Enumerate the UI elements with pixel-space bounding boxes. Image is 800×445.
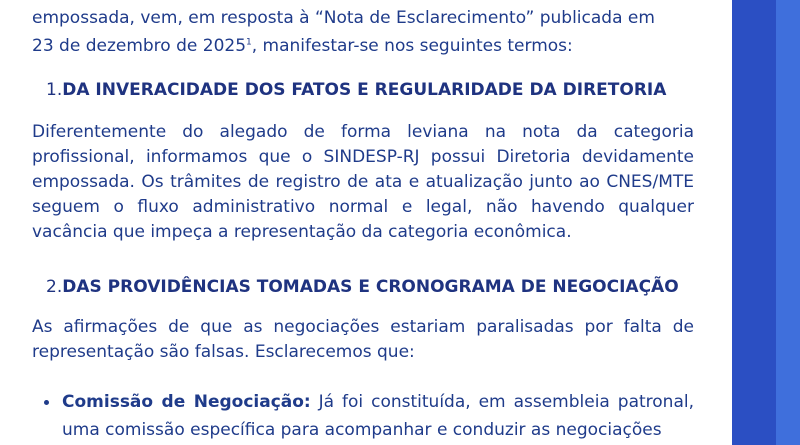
section-2-number: 2. xyxy=(46,277,63,297)
decorative-side-band xyxy=(732,0,800,445)
intro-line-1: empossada, vem, em resposta à “Nota de Esclarecimento” publicada em xyxy=(32,8,655,28)
bullet-body: Já foi constituída, em assembleia patronal, uma comissão específica para acompanhar e conduzir as negociações xyxy=(62,392,694,440)
section-1-title: DA INVERACIDADE DOS FATOS E REGULARIDADE DA DIRETORIA xyxy=(62,80,667,100)
section-2-body: As afirmações de que as negociações estariam paralisadas por falta de representação são falsas. Esclarecemos que: xyxy=(32,317,694,362)
section-1-number: 1. xyxy=(46,80,63,100)
footnote-marker: 1 xyxy=(246,37,252,48)
intro-closing-text: , manifestar-se nos seguintes termos: xyxy=(251,36,573,56)
section-1-paragraph xyxy=(32,120,694,245)
bullet-icon xyxy=(44,400,49,405)
section-2-paragraph xyxy=(32,315,694,365)
section-2-title: DAS PROVIDÊNCIAS TOMADAS E CRONOGRAMA DE NEGOCIAÇÃO xyxy=(62,277,679,297)
list-item xyxy=(32,388,694,444)
section-1-heading xyxy=(46,79,666,101)
section-2-heading xyxy=(46,276,679,298)
intro-line-2 xyxy=(32,32,694,60)
intro-paragraph xyxy=(32,4,694,60)
decorative-accent-strip xyxy=(776,0,800,445)
bullet-text xyxy=(62,388,694,444)
section-1-body: Diferentemente do alegado de forma leviana na nota da categoria profissional, informamos que o SINDESP-RJ possui Diretoria devidamente empossada. Os trâmites de registro de ata e atualização junto ao CNES/MTE seguem o fluxo administrativo normal e legal, não havendo qualquer vacância que impeça a representação da categoria econômica. xyxy=(32,122,694,242)
intro-date-text: 23 de dezembro de 2025 xyxy=(32,36,247,56)
bullet-label: Comissão de Negociação: xyxy=(62,392,311,412)
